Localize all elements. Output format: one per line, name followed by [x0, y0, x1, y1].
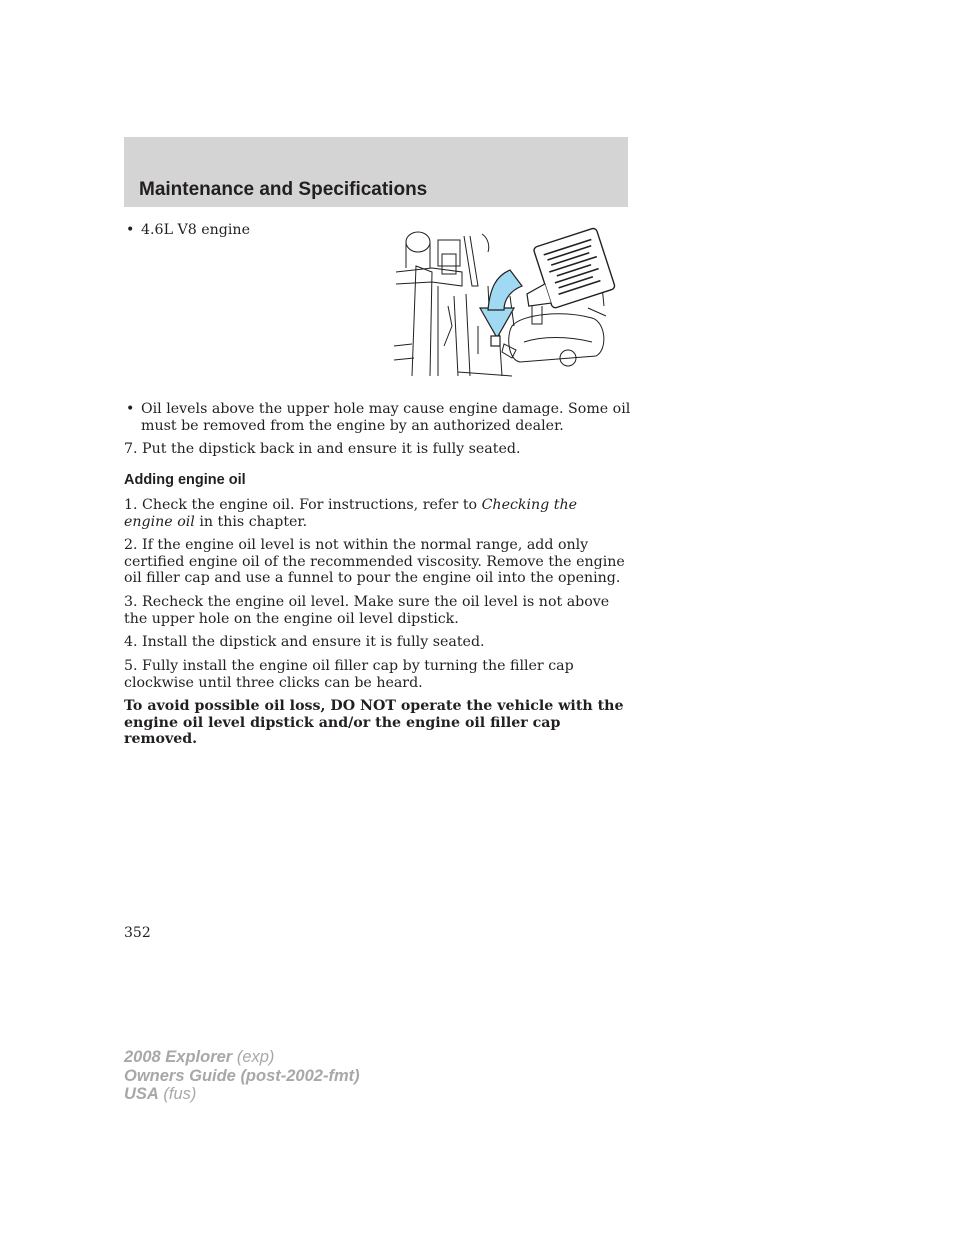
- step-2: 2. If the engine oil level is not within the normal range, add only certified engine oil of the recommended viscosity. Remove the engine oil filler cap and use a funnel to pour the engine oil into the opening.: [124, 537, 625, 586]
- footer-line-2: [124, 1067, 360, 1086]
- footer-guide: Owners Guide (post-2002-fmt): [124, 1066, 360, 1085]
- document-footer: [124, 1048, 360, 1104]
- section-title: Maintenance and Specifications: [139, 179, 428, 200]
- page-number: 352: [124, 925, 151, 941]
- step-1: [124, 497, 629, 530]
- step-1-text-end: in this chapter.: [194, 513, 308, 530]
- bullet-oil-levels: • Oil levels above the upper hole may cause engine damage. Some oil must be removed from the engine by an authorized dealer.: [124, 401, 646, 434]
- warning-text: To avoid possible oil loss, DO NOT operate the vehicle with the engine oil level dipstick and/or the engine oil filler cap removed.: [124, 698, 624, 747]
- footer-line-3: [124, 1085, 360, 1104]
- section-header: [124, 137, 628, 207]
- step-3: 3. Recheck the engine oil level. Make sure the oil level is not above the upper hole on the engine oil level dipstick.: [124, 594, 610, 627]
- step-4: 4. Install the dipstick and ensure it is fully seated.: [124, 634, 485, 650]
- step-5: 5. Fully install the engine oil filler cap by turning the filler cap clockwise until three clicks can be heard.: [124, 658, 574, 691]
- step-7: 7. Put the dipstick back in and ensure it is fully seated.: [124, 441, 521, 457]
- bullet-engine: • 4.6L V8 engine: [124, 222, 371, 239]
- footer-market-code: (fus): [158, 1085, 197, 1103]
- step-1-reference: Checking the engine oil: [124, 497, 578, 530]
- footer-model: 2008 Explorer: [124, 1048, 233, 1066]
- subheading-adding-engine-oil: Adding engine oil: [124, 472, 246, 488]
- footer-model-code: (exp): [232, 1048, 275, 1066]
- footer-market: USA: [124, 1085, 159, 1103]
- footer-line-1: [124, 1048, 360, 1067]
- step-1-text: 1. Check the engine oil. For instructions, refer to: [124, 497, 482, 513]
- engine-oil-fill-illustration: [392, 226, 628, 380]
